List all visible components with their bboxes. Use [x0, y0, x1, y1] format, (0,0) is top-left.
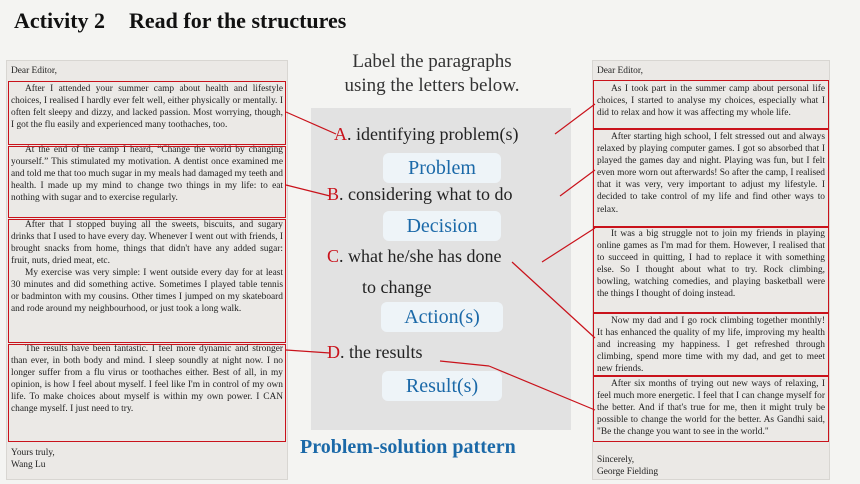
- option-a-text: . identifying problem(s): [347, 124, 519, 144]
- connector-b-right: [560, 170, 595, 196]
- right-letter-paragraph-2: After starting high school, I felt stressed out and always relaxed by playing computer games. I got so absorbed that I played the games day and night. Playing was fun, but I felt even more worn out afterwards! So after the camp, I realised that it was very, very important to adjust my lifestyle. I decided to take control of my life and find other ways to relax.: [597, 132, 825, 215]
- option-c-text: . what he/she has done: [339, 246, 502, 266]
- right-letter-paragraph-5: After six months of trying out new ways of relaxing, I feel much more energetic. I feel that I can change myself for the better. And if that's true for me, then it might truly be possible to change the world for the better. As Gandhi said, "Be the change you want to see in the world.": [597, 379, 825, 438]
- option-b-text: . considering what to do: [339, 184, 513, 204]
- tag-problem: Problem: [383, 153, 501, 183]
- option-a-letter: A: [334, 124, 347, 144]
- connector-d-left: [286, 350, 330, 353]
- connector-a-right: [555, 104, 595, 134]
- left-letter-greeting: Dear Editor,: [11, 66, 57, 76]
- tag-results: Result(s): [382, 371, 502, 401]
- instruction-line-1: Label the paragraphs: [352, 51, 512, 72]
- connector-c-right: [512, 262, 595, 338]
- left-letter-paragraph-3: After that I stopped buying all the sweets, biscuits, and sugary drinks that I used to have every day. Whenever I went out with friends, I brought snacks from home, things that didn't have any added sugar: fruit, nuts, dried meat, etc.: [11, 220, 283, 267]
- connector-d-right-2: [489, 366, 595, 410]
- right-letter-paragraph-1: As I took part in the summer camp about personal life choices, I started to analyse my choices, especially what I did to relax and how it was affecting my whole life.: [597, 84, 825, 119]
- tag-decision: Decision: [383, 211, 501, 241]
- option-b-letter: B: [327, 184, 340, 204]
- option-d-text: . the results: [340, 342, 423, 362]
- right-letter-paragraph-3: It was a big struggle not to join my friends in playing online games as I'm mad for them. However, I realised that to succeed in quitting, I had to replace it with something else. So I thought about what to try. Rock climbing, bowling, watching comedies, and playing basketball were the things I thought of doing instead.: [597, 229, 825, 300]
- connector-c-right-2: [542, 228, 595, 262]
- left-letter-paragraph-2: At the end of the camp I heard, “Change the world by changing yourself.” This stimulated my motivation. A dentist once examined me and told me that too much sugar in my meals had damaged my teeth and health. I made up my mind to change two things in my life: to eat nothing with sugar and to exercise regularly.: [11, 145, 283, 204]
- instruction-line-2: using the letters below.: [344, 75, 520, 96]
- activity-number: Activity 2: [14, 8, 106, 33]
- right-letter-signature: George Fielding: [597, 467, 659, 477]
- option-d-letter: D: [327, 342, 340, 362]
- right-letter-greeting: Dear Editor,: [597, 66, 643, 76]
- right-letter-closing: Sincerely,: [597, 455, 635, 465]
- right-letter-paragraph-4: Now my dad and I go rock climbing together monthly! It has enhanced the quality of my life, improving my health and increasing my happiness. I get refreshed through climbing, spend more time with my dad, and get to meet new friends.: [597, 316, 825, 375]
- connector-a-left: [286, 112, 336, 134]
- left-letter-paragraph-5: The results have been fantastic. I feel more dynamic and stronger than ever, in both body and mind. I sleep soundly at night now. I no longer suffer from a flu virus or toothaches either. Best of all, in my opinion, is how I feel about myself. I feel like I'm in control of my own life. To make choices about myself is within my own power. I CAN change myself. I just need to try.: [11, 344, 283, 415]
- left-letter-paragraph-1: After I attended your summer camp about health and lifestyle choices, I realised I hardly ever felt well, either physically or mentally. I often felt sleepy and dizzy, and lacked passion. Most worrying, though, I got the flu easily and experienced many toothaches, too.: [11, 84, 283, 131]
- activity-heading: Read for the structures: [129, 8, 347, 33]
- option-c-line-2: to change: [362, 277, 432, 297]
- left-letter-closing: Yours truly,: [11, 448, 55, 458]
- tag-actions: Action(s): [381, 302, 503, 332]
- connector-d-right: [440, 361, 489, 366]
- connector-b-left: [286, 185, 330, 196]
- left-letter-paragraph-4: My exercise was very simple: I went outside every day for at least 30 minutes and did something active. Sometimes I played table tennis or badminton with my cousins. Other times I jumped on my skateboard and rode around my neighbourhood, or just took a long walk.: [11, 268, 283, 315]
- left-letter-signature: Wang Lu: [11, 460, 46, 470]
- pattern-label: Problem-solution pattern: [300, 436, 516, 458]
- option-c-letter: C: [327, 246, 340, 266]
